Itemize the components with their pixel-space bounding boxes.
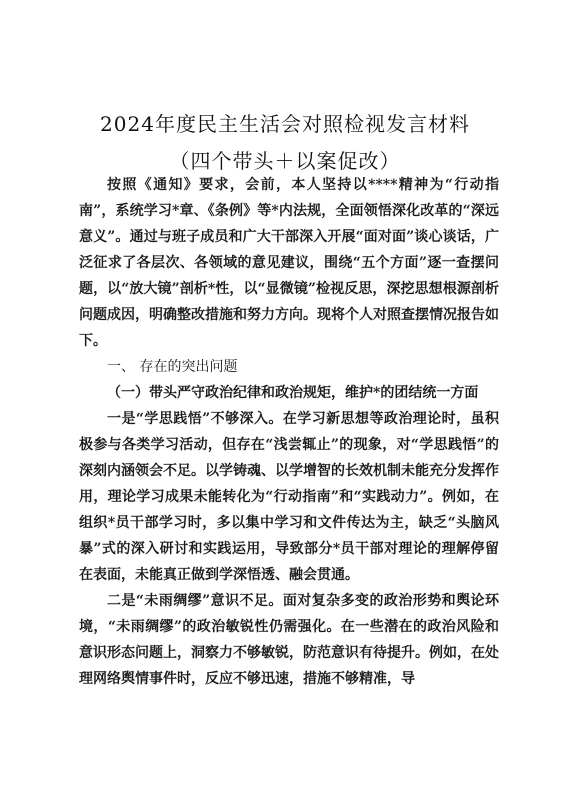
point-paragraph-2: 二是“未雨绸缪”意识不足。面对复杂多变的政治形势和舆论环境，“未雨绸缪”的政治敏锐性仍需强化。在一些潜在的政治风险和意识形态问题上，洞察力不够敏锐，防范意识有待提升。例如，在处理网络舆情事件时，反应不够迅速，措施不够精准，导 xyxy=(79,593,499,687)
section-heading: 一、 存在的突出问题 xyxy=(107,359,238,375)
document-body xyxy=(79,172,499,692)
intro-paragraph: 按照《通知》要求，会前，本人坚持以****精神为“行动指南”，系统学习*章、《条例》等*内法规，全面领悟深化改革的“深远意义”。通过与班子成员和广大干部深入开展“面对面”谈心谈话，广泛征求了各层次、各领域的意见建议，围绕“五个方面”逐一查摆问题，以“放大镜”剖析*性，以“显微镜”检视反思，深挖思想根源剖析问题成因，明确整改措施和努力方向。现将个人对照查摆情况报告如下。 xyxy=(79,177,499,349)
subsection-heading: （一）带头严守政治纪律和政治规矩，维护*的团结统一方面 xyxy=(107,385,479,401)
document-subtitle: （四个带头＋以案促改） xyxy=(169,149,401,173)
point-paragraph-1: 一是“学思践悟”不够深入。在学习新思想等政治理论时，虽积极参与各类学习活动，但存在“浅尝辄止”的现象，对“学思践悟”的深刻内涵领会不足。以学铸魂、以学增智的长效机制未能充分发挥作用，理论学习成果未能转化为“行动指南”和“实践动力”。例如，在组织*员干部学习时，多以集中学习和文件传达为主，缺乏“头脑风暴”式的深入研讨和实践运用，导致部分*员干部对理论的理解停留在表面，未能真正做到学深悟透、融会贯通。 xyxy=(79,411,499,583)
document-title: 2024年度民主生活会对照检视发言材料 xyxy=(100,112,470,136)
